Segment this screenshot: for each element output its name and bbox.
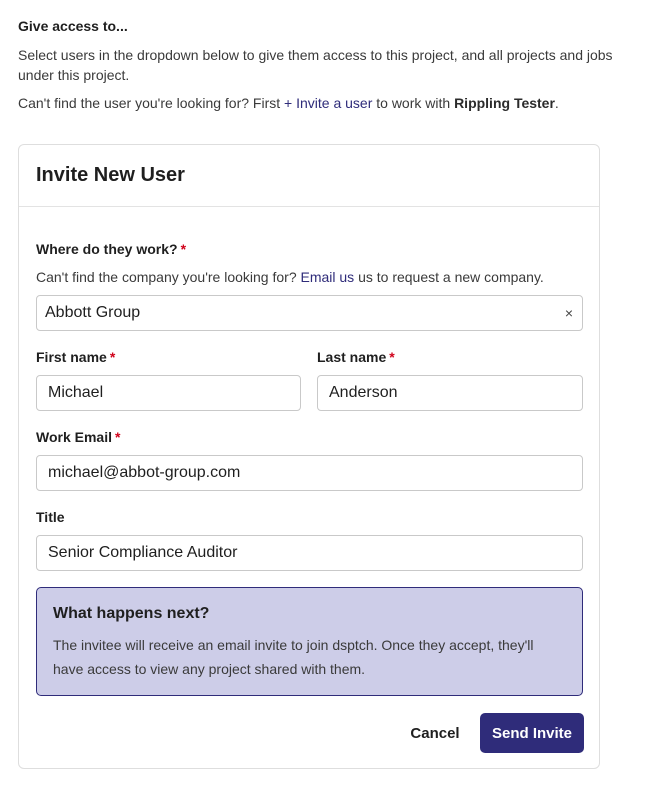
email-us-link[interactable]: Email us	[300, 269, 355, 285]
clear-icon[interactable]: ×	[564, 305, 573, 321]
first-name-label	[36, 349, 115, 365]
first-name-input[interactable]	[37, 376, 300, 410]
required-marker: *	[109, 349, 116, 365]
give-access-title: Give access to...	[18, 18, 128, 34]
notice-prefix: Can't find the user you're looking for? First	[18, 95, 285, 111]
invite-notice	[18, 93, 559, 113]
title-input[interactable]	[37, 536, 582, 570]
send-invite-button[interactable]: Send Invite	[480, 713, 584, 753]
last-name-label	[317, 349, 395, 365]
org-name: Rippling Tester	[454, 95, 555, 111]
intro-text: Select users in the dropdown below to give them access to this project, and all projects and jobs under this project.	[18, 47, 613, 83]
last-name-field	[317, 375, 583, 411]
card-title: Invite New User	[36, 164, 185, 186]
title-field	[36, 535, 583, 571]
company-select-value: Abbott Group	[45, 304, 141, 321]
notice-middle: to work with	[372, 95, 455, 111]
last-name-label-text: Last name	[317, 349, 387, 365]
first-name-field	[36, 375, 301, 411]
notice-suffix: .	[554, 95, 559, 111]
work-email-input[interactable]	[37, 456, 582, 490]
helper-prefix: Can't find the company you're looking for?	[36, 269, 301, 285]
company-label	[36, 241, 186, 257]
work-email-field	[36, 455, 583, 491]
required-marker: *	[115, 429, 121, 445]
required-marker: *	[180, 241, 187, 257]
info-title: What happens next?	[53, 605, 210, 622]
cancel-button[interactable]: Cancel	[397, 713, 473, 753]
invite-user-link[interactable]: + Invite a user	[284, 95, 373, 111]
work-email-label-text: Work Email	[36, 429, 112, 445]
company-label-text: Where do they work?	[36, 241, 178, 257]
what-happens-next-box	[36, 587, 583, 696]
card-header	[19, 145, 599, 207]
work-email-label	[36, 429, 120, 445]
title-label: Title	[36, 509, 65, 525]
company-select[interactable]	[36, 295, 583, 331]
required-marker: *	[389, 349, 395, 365]
info-body: The invitee will receive an email invite to join dsptch. Once they accept, they'll have access to view any project shared with them.	[53, 637, 534, 677]
company-helper	[36, 269, 544, 285]
helper-suffix: us to request a new company.	[354, 269, 544, 285]
first-name-label-text: First name	[36, 349, 107, 365]
invite-user-card	[18, 144, 600, 769]
last-name-input[interactable]	[318, 376, 582, 410]
